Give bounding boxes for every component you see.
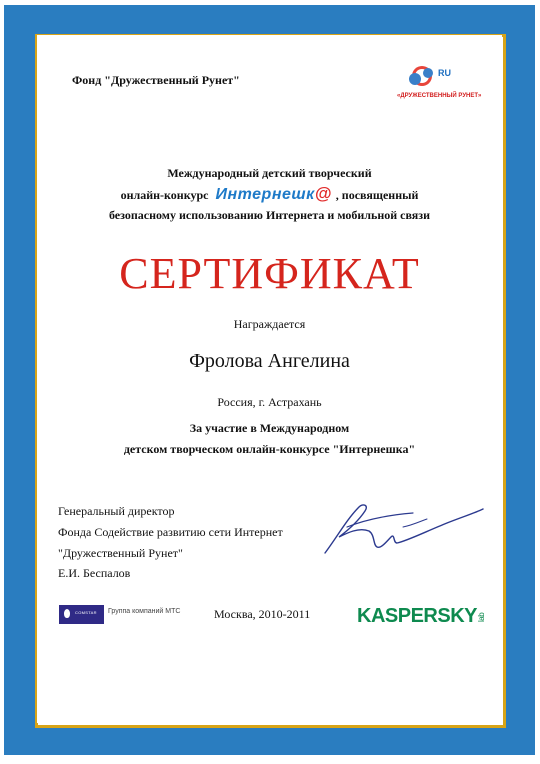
mts-group-logo: [59, 603, 189, 625]
recipient-location: Россия, г. Астрахань: [217, 395, 322, 409]
intro-suffix: , посвященный: [335, 188, 419, 202]
logo-caption: «ДРУЖЕСТВЕННЫЙ РУНЕТ»: [397, 93, 482, 99]
recipient-name: Фролова Ангелина: [189, 350, 350, 372]
intro-line-3: безопасному использованию Интернета и мобильной связи: [108, 208, 431, 222]
kaspersky-wordmark: KASPERSKY: [357, 605, 477, 627]
signatory-title: Генеральный директор: [58, 504, 175, 518]
intro-line-1: Международный детский творческий: [167, 166, 372, 180]
kaspersky-logo: [357, 605, 495, 628]
friendly-runet-logo: [392, 63, 474, 109]
mts-group-label: Группа компаний МТС: [108, 608, 181, 615]
intro-prefix: онлайн-конкурс: [120, 188, 209, 202]
reason-line-2: детском творческом онлайн-конкурсе "Интернешка": [123, 442, 416, 456]
city-year: Москва, 2010-2011: [214, 607, 311, 621]
comstar-label: COMSTAR: [75, 610, 97, 615]
handwritten-signature: [317, 497, 487, 565]
brand-at: @: [314, 184, 332, 203]
signatory-org-name: "Дружественный Рунет": [58, 546, 183, 560]
signatory-org: Фонда Содействие развитию сети Интернет: [58, 525, 283, 539]
comstar-badge: [59, 605, 104, 624]
egg-icon: [64, 609, 70, 618]
intro-line-2: [37, 184, 502, 204]
internetshka-logo: [215, 184, 331, 204]
logo-badge: RU: [438, 68, 451, 78]
kaspersky-lab: lab: [476, 612, 486, 622]
reason-line-1: За участие в Международном: [189, 421, 350, 435]
awarded-label: Награждается: [233, 317, 306, 331]
brand-name: Интернешк: [215, 186, 315, 203]
certificate-page: [37, 35, 502, 723]
certificate-title: СЕРТИФИКАТ: [119, 249, 420, 298]
fund-name: Фонд "Дружественный Рунет": [72, 73, 240, 87]
signatory-name: Е.И. Беспалов: [58, 566, 131, 580]
